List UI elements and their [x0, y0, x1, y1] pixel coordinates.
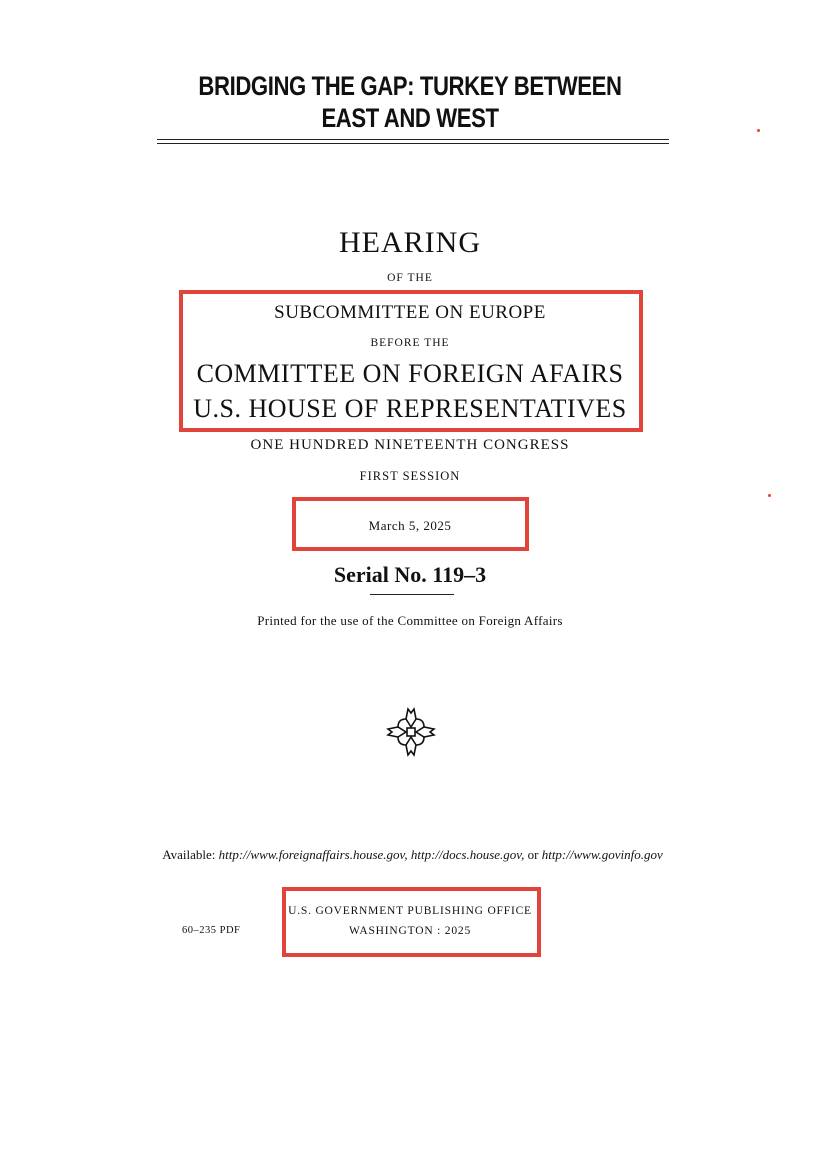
of-the-label: OF THE: [387, 272, 433, 284]
hearing-date: March 5, 2025: [368, 518, 452, 533]
availability-note: [160, 846, 665, 864]
session-label: FIRST SESSION: [359, 469, 461, 483]
highlight-box-publisher: [282, 887, 541, 957]
document-title: BRIDGING THE GAP: TURKEY BETWEEN EAST AND WEST: [198, 71, 622, 133]
printed-for-note: Printed for the use of the Committee on Foreign Affairs: [257, 613, 563, 628]
available-label: Available:: [162, 847, 216, 862]
serial-number: Serial No. 119–3: [333, 562, 487, 587]
highlight-box-date: [292, 497, 529, 551]
available-or: or: [527, 847, 539, 862]
annotation-dot: [757, 129, 760, 132]
publisher-location: WASHINGTON : 2025: [349, 925, 471, 937]
publisher-name: U.S. GOVERNMENT PUBLISHING OFFICE: [288, 905, 532, 917]
title-rule-bottom: [157, 143, 669, 144]
gpo-star-emblem-icon: [384, 705, 438, 759]
highlight-box-committee: [179, 290, 643, 432]
before-the-label: BEFORE THE: [370, 337, 450, 349]
subcommittee-name: SUBCOMMITTEE ON EUROPE: [274, 302, 546, 323]
hearing-heading: HEARING: [339, 226, 481, 259]
committee-name: COMMITTEE ON FOREIGN AFAIRS: [196, 359, 624, 388]
docs-house-link[interactable]: http://docs.house.gov,: [410, 847, 525, 862]
congress-label: ONE HUNDRED NINETEENTH CONGRESS: [250, 437, 570, 453]
house-name: U.S. HOUSE OF REPRESENTATIVES: [193, 394, 627, 423]
serial-rule: [370, 594, 454, 595]
pdf-code: 60–235 PDF: [182, 925, 241, 936]
foreign-affairs-link[interactable]: http://www.foreignaffairs.house.gov,: [218, 847, 408, 862]
title-rule-top: [157, 139, 669, 140]
govinfo-link[interactable]: http://www.govinfo.gov: [541, 847, 663, 862]
annotation-dot: [768, 494, 771, 497]
